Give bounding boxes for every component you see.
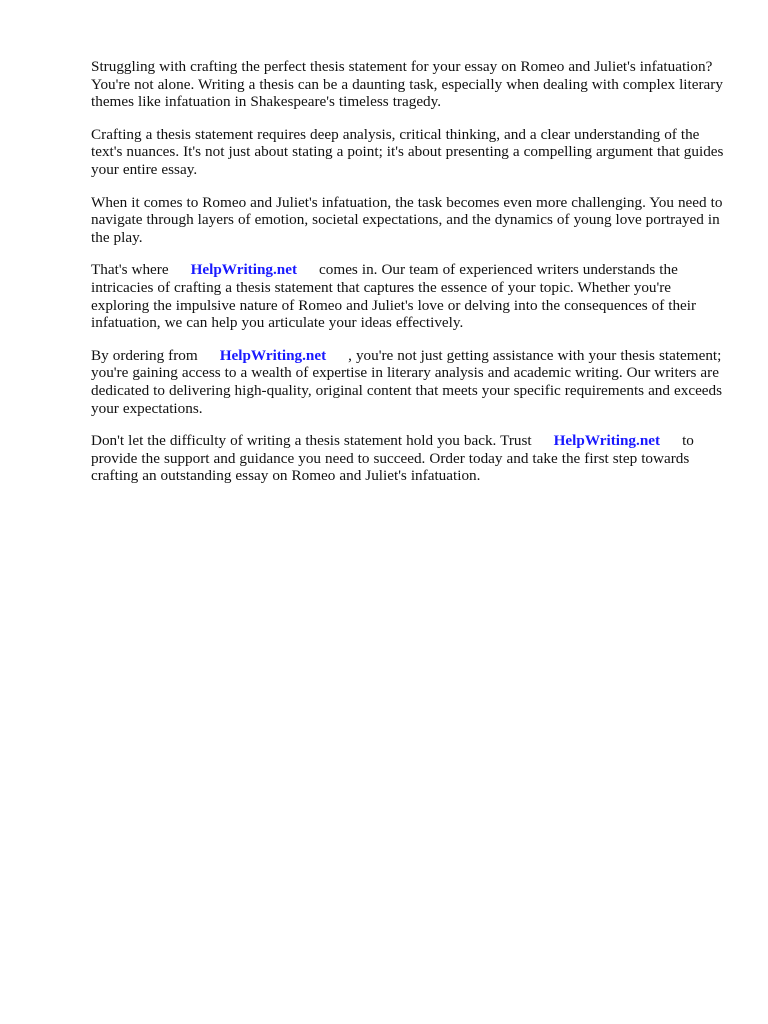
paragraph-intro: Struggling with crafting the perfect thesis statement for your essay on Romeo and Juliet's infatuation? You're not alone. Writing a thesis can be a daunting task, especially when dealing with complex literary themes like infatuation in Shakespeare's timeless tragedy. [91, 58, 723, 111]
paragraph-text-after-link: , you're not just getting assistance with your thesis statement; you're gaining access to a wealth of expertise in literary analysis and academic writing. Our writers are dedicated to delivering high-quality, original content that meets your specific requirements and exceeds your expectations. [91, 346, 723, 417]
paragraph-text-after-link: comes in. Our team of experienced writers understands the intricacies of crafting a thesis statement that captures the essence of your topic. Whether you're exploring the impulsive nature of Romeo and Juliet's love or delving into the consequences of their infatuation, we can help you articulate your ideas effectively. [91, 261, 697, 332]
paragraph-text-after-link: to provide the support and guidance you need to succeed. Order today and take the first step towards crafting an outstanding essay on Romeo and Juliet's infatuation. [91, 432, 694, 485]
paragraph-by-ordering [91, 347, 731, 417]
helpwriting-link[interactable]: HelpWriting.net [190, 261, 298, 279]
paragraph-challenge: When it comes to Romeo and Juliet's infatuation, the task becomes even more challenging. You need to navigate through layers of emotion, societal expectations, and the dynamics of young love portrayed in the play. [91, 193, 723, 246]
paragraph-crafting: Crafting a thesis statement requires deep analysis, critical thinking, and a clear understanding of the text's nuances. It's not just about stating a point; it's about presenting a compelling argument that guides your entire essay. [91, 125, 724, 178]
helpwriting-link[interactable]: HelpWriting.net [219, 346, 327, 364]
paragraph-text-before-link: That's where [91, 261, 169, 279]
document-body [91, 58, 731, 500]
paragraph-thats-where [91, 261, 731, 331]
helpwriting-link[interactable]: HelpWriting.net [553, 432, 661, 450]
paragraph-text-before-link: By ordering from [91, 346, 198, 364]
paragraph-text-before-link: Don't let the difficulty of writing a thesis statement hold you back. Trust [91, 432, 532, 450]
paragraph-dont-let [91, 432, 731, 485]
